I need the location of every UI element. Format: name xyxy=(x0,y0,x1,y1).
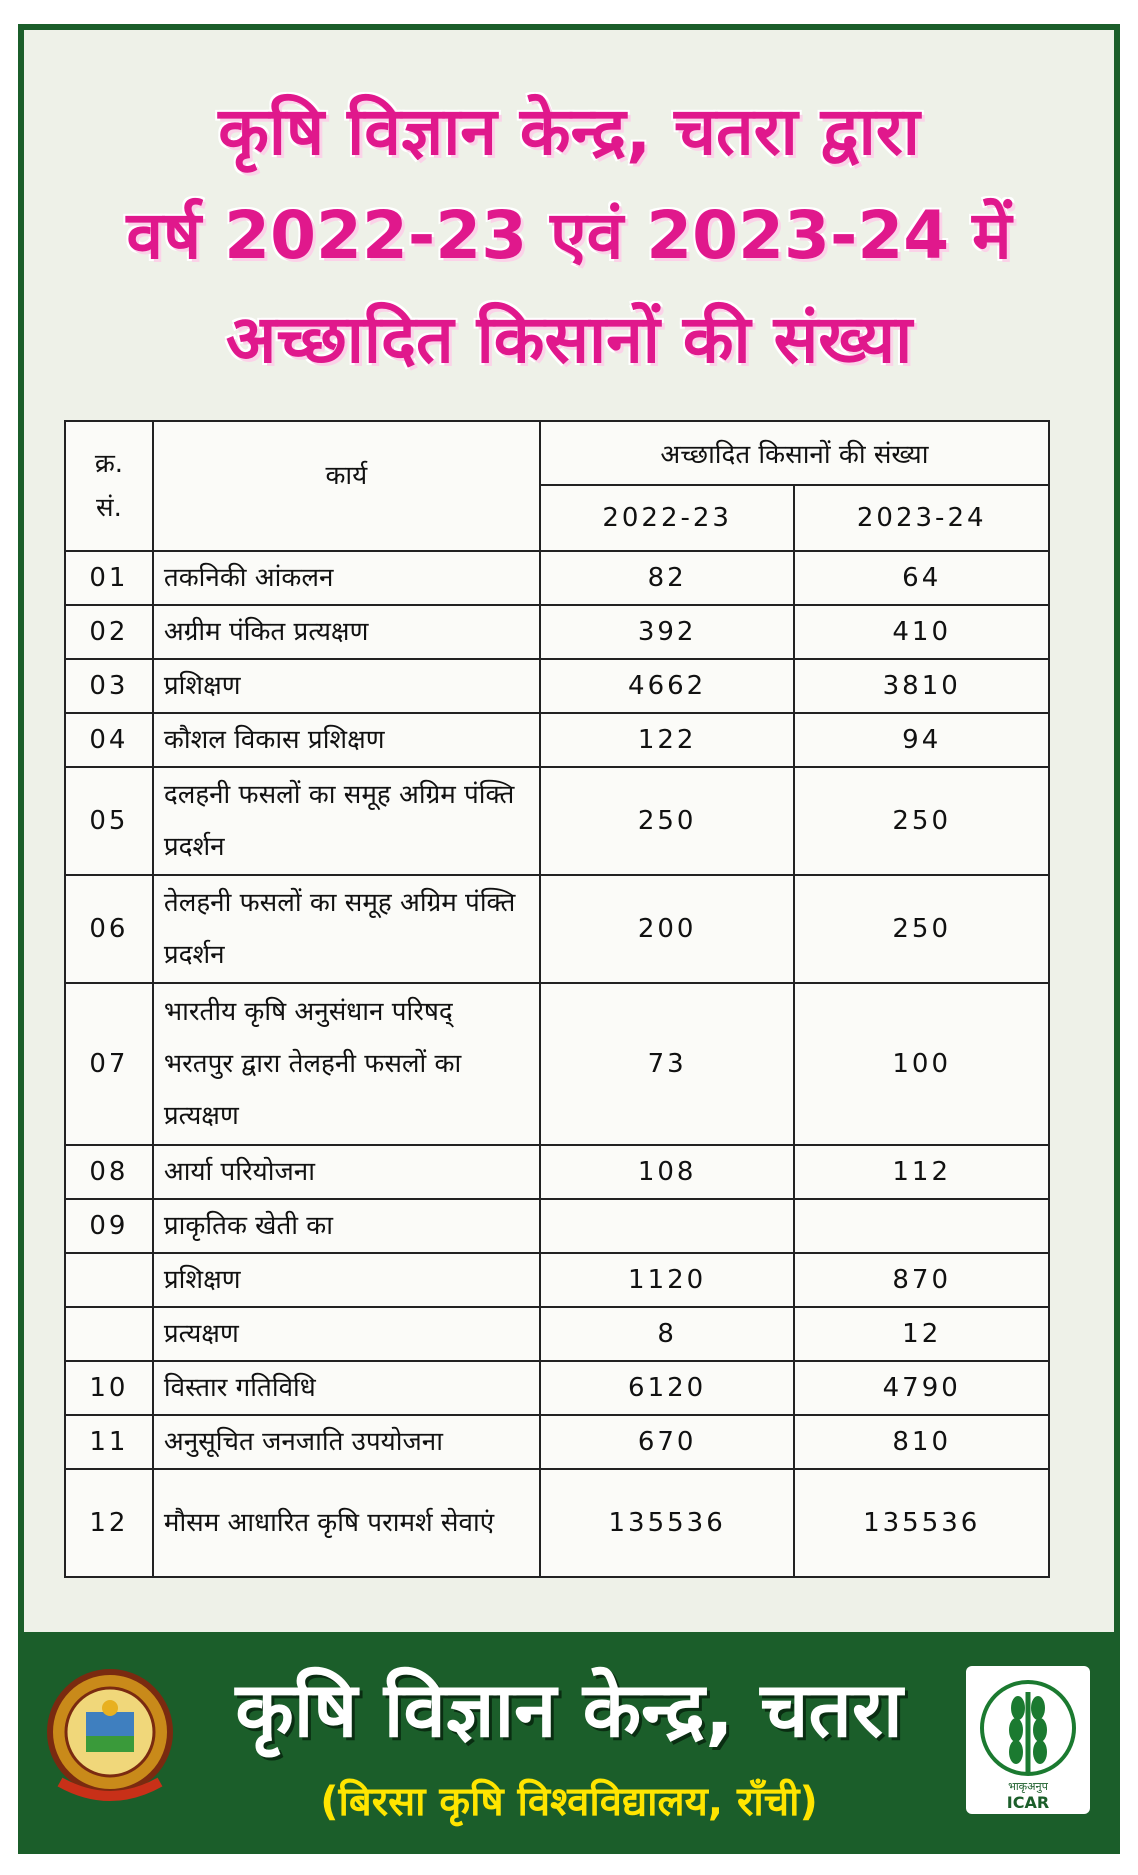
row-value-2023-24: 100 xyxy=(794,983,1049,1145)
row-value-2023-24: 3810 xyxy=(794,659,1049,713)
row-value-2023-24: 870 xyxy=(794,1253,1049,1307)
row-task: कौशल विकास प्रशिक्षण xyxy=(153,713,540,767)
row-serial: 05 xyxy=(65,767,153,875)
table-row xyxy=(65,551,1049,605)
row-task: दलहनी फसलों का समूह अग्रिम पंक्ति प्रदर्शन xyxy=(153,767,540,875)
poster-frame xyxy=(18,24,1120,1854)
row-value-2023-24: 250 xyxy=(794,875,1049,983)
row-value-2023-24: 64 xyxy=(794,551,1049,605)
heading-line-3: अच्छादित किसानों की संख्या xyxy=(225,301,913,378)
row-task: अग्रीम पंकित प्रत्यक्षण xyxy=(153,605,540,659)
row-task: प्रशिक्षण xyxy=(153,659,540,713)
farmers-coverage-table xyxy=(64,420,1050,1578)
wheat-icon xyxy=(958,1662,1098,1818)
row-serial: 10 xyxy=(65,1361,153,1415)
icar-label: ICAR xyxy=(1006,1793,1050,1812)
row-value-2023-24: 112 xyxy=(794,1145,1049,1199)
icar-hindi-label: भाकृअनुप xyxy=(1008,1780,1048,1793)
row-value-2022-23: 82 xyxy=(540,551,795,605)
header-task: कार्य xyxy=(153,421,540,551)
heading-line-2: वर्ष 2022-23 एवं 2023-24 में xyxy=(126,197,1012,274)
table-row xyxy=(65,1199,1049,1253)
row-value-2022-23: 8 xyxy=(540,1307,795,1361)
row-serial: 06 xyxy=(65,875,153,983)
table-row xyxy=(65,983,1049,1145)
header-serial xyxy=(65,421,153,551)
table-row xyxy=(65,605,1049,659)
table-row xyxy=(65,1361,1049,1415)
heading-line-1: कृषि विज्ञान केन्द्र, चतरा द्वारा xyxy=(218,93,920,170)
row-value-2023-24: 410 xyxy=(794,605,1049,659)
table-row xyxy=(65,1253,1049,1307)
footer-title: कृषि विज्ञान केन्द्र, चतरा xyxy=(235,1665,903,1754)
poster-heading xyxy=(24,80,1114,392)
row-value-2022-23: 250 xyxy=(540,767,795,875)
row-value-2023-24: 12 xyxy=(794,1307,1049,1361)
row-value-2023-24: 94 xyxy=(794,713,1049,767)
row-serial: 01 xyxy=(65,551,153,605)
row-value-2022-23: 392 xyxy=(540,605,795,659)
table-row xyxy=(65,767,1049,875)
row-value-2022-23: 1120 xyxy=(540,1253,795,1307)
row-value-2023-24: 135536 xyxy=(794,1469,1049,1577)
table-row xyxy=(65,1415,1049,1469)
row-task: भारतीय कृषि अनुसंधान परिषद् भरतपुर द्वारा तेलहनी फसलों का प्रत्यक्षण xyxy=(153,983,540,1145)
row-serial: 08 xyxy=(65,1145,153,1199)
row-value-2022-23: 135536 xyxy=(540,1469,795,1577)
row-serial: 07 xyxy=(65,983,153,1145)
row-task: प्राकृतिक खेती का xyxy=(153,1199,540,1253)
row-task: प्रशिक्षण xyxy=(153,1253,540,1307)
row-task: विस्तार गतिविधि xyxy=(153,1361,540,1415)
row-serial xyxy=(65,1307,153,1361)
row-serial: 11 xyxy=(65,1415,153,1469)
row-value-2022-23: 6120 xyxy=(540,1361,795,1415)
header-year-2023-24: 2023-24 xyxy=(794,485,1049,551)
table-row xyxy=(65,713,1049,767)
row-task: तकनिकी आंकलन xyxy=(153,551,540,605)
row-serial: 12 xyxy=(65,1469,153,1577)
row-value-2023-24 xyxy=(794,1199,1049,1253)
header-serial-line-2: सं. xyxy=(96,493,122,523)
header-year-2022-23: 2022-23 xyxy=(540,485,795,551)
row-value-2023-24: 810 xyxy=(794,1415,1049,1469)
row-value-2023-24: 250 xyxy=(794,767,1049,875)
table-row xyxy=(65,1145,1049,1199)
table-row xyxy=(65,659,1049,713)
row-task: तेलहनी फसलों का समूह अग्रिम पंक्ति प्रदर्शन xyxy=(153,875,540,983)
row-task: अनुसूचित जनजाति उपयोजना xyxy=(153,1415,540,1469)
row-value-2022-23: 200 xyxy=(540,875,795,983)
row-value-2022-23: 73 xyxy=(540,983,795,1145)
table-row xyxy=(65,875,1049,983)
row-task: आर्या परियोजना xyxy=(153,1145,540,1199)
row-serial: 03 xyxy=(65,659,153,713)
header-serial-line-1: क्र. xyxy=(94,449,124,479)
row-value-2022-23: 4662 xyxy=(540,659,795,713)
footer-subtitle: (बिरसा कृषि विश्वविद्यालय, राँची) xyxy=(320,1779,818,1825)
row-value-2022-23: 670 xyxy=(540,1415,795,1469)
row-task: मौसम आधारित कृषि परामर्श सेवाएं xyxy=(153,1469,540,1577)
row-value-2023-24: 4790 xyxy=(794,1361,1049,1415)
row-task: प्रत्यक्षण xyxy=(153,1307,540,1361)
row-value-2022-23: 122 xyxy=(540,713,795,767)
row-value-2022-23 xyxy=(540,1199,795,1253)
row-serial: 04 xyxy=(65,713,153,767)
table-row xyxy=(65,1469,1049,1577)
icar-logo xyxy=(958,1662,1098,1818)
footer-banner xyxy=(24,1632,1114,1848)
row-serial: 09 xyxy=(65,1199,153,1253)
table-row xyxy=(65,1307,1049,1361)
row-serial: 02 xyxy=(65,605,153,659)
header-farmers-count: अच्छादित किसानों की संख्या xyxy=(540,421,1049,485)
row-serial xyxy=(65,1253,153,1307)
row-value-2022-23: 108 xyxy=(540,1145,795,1199)
